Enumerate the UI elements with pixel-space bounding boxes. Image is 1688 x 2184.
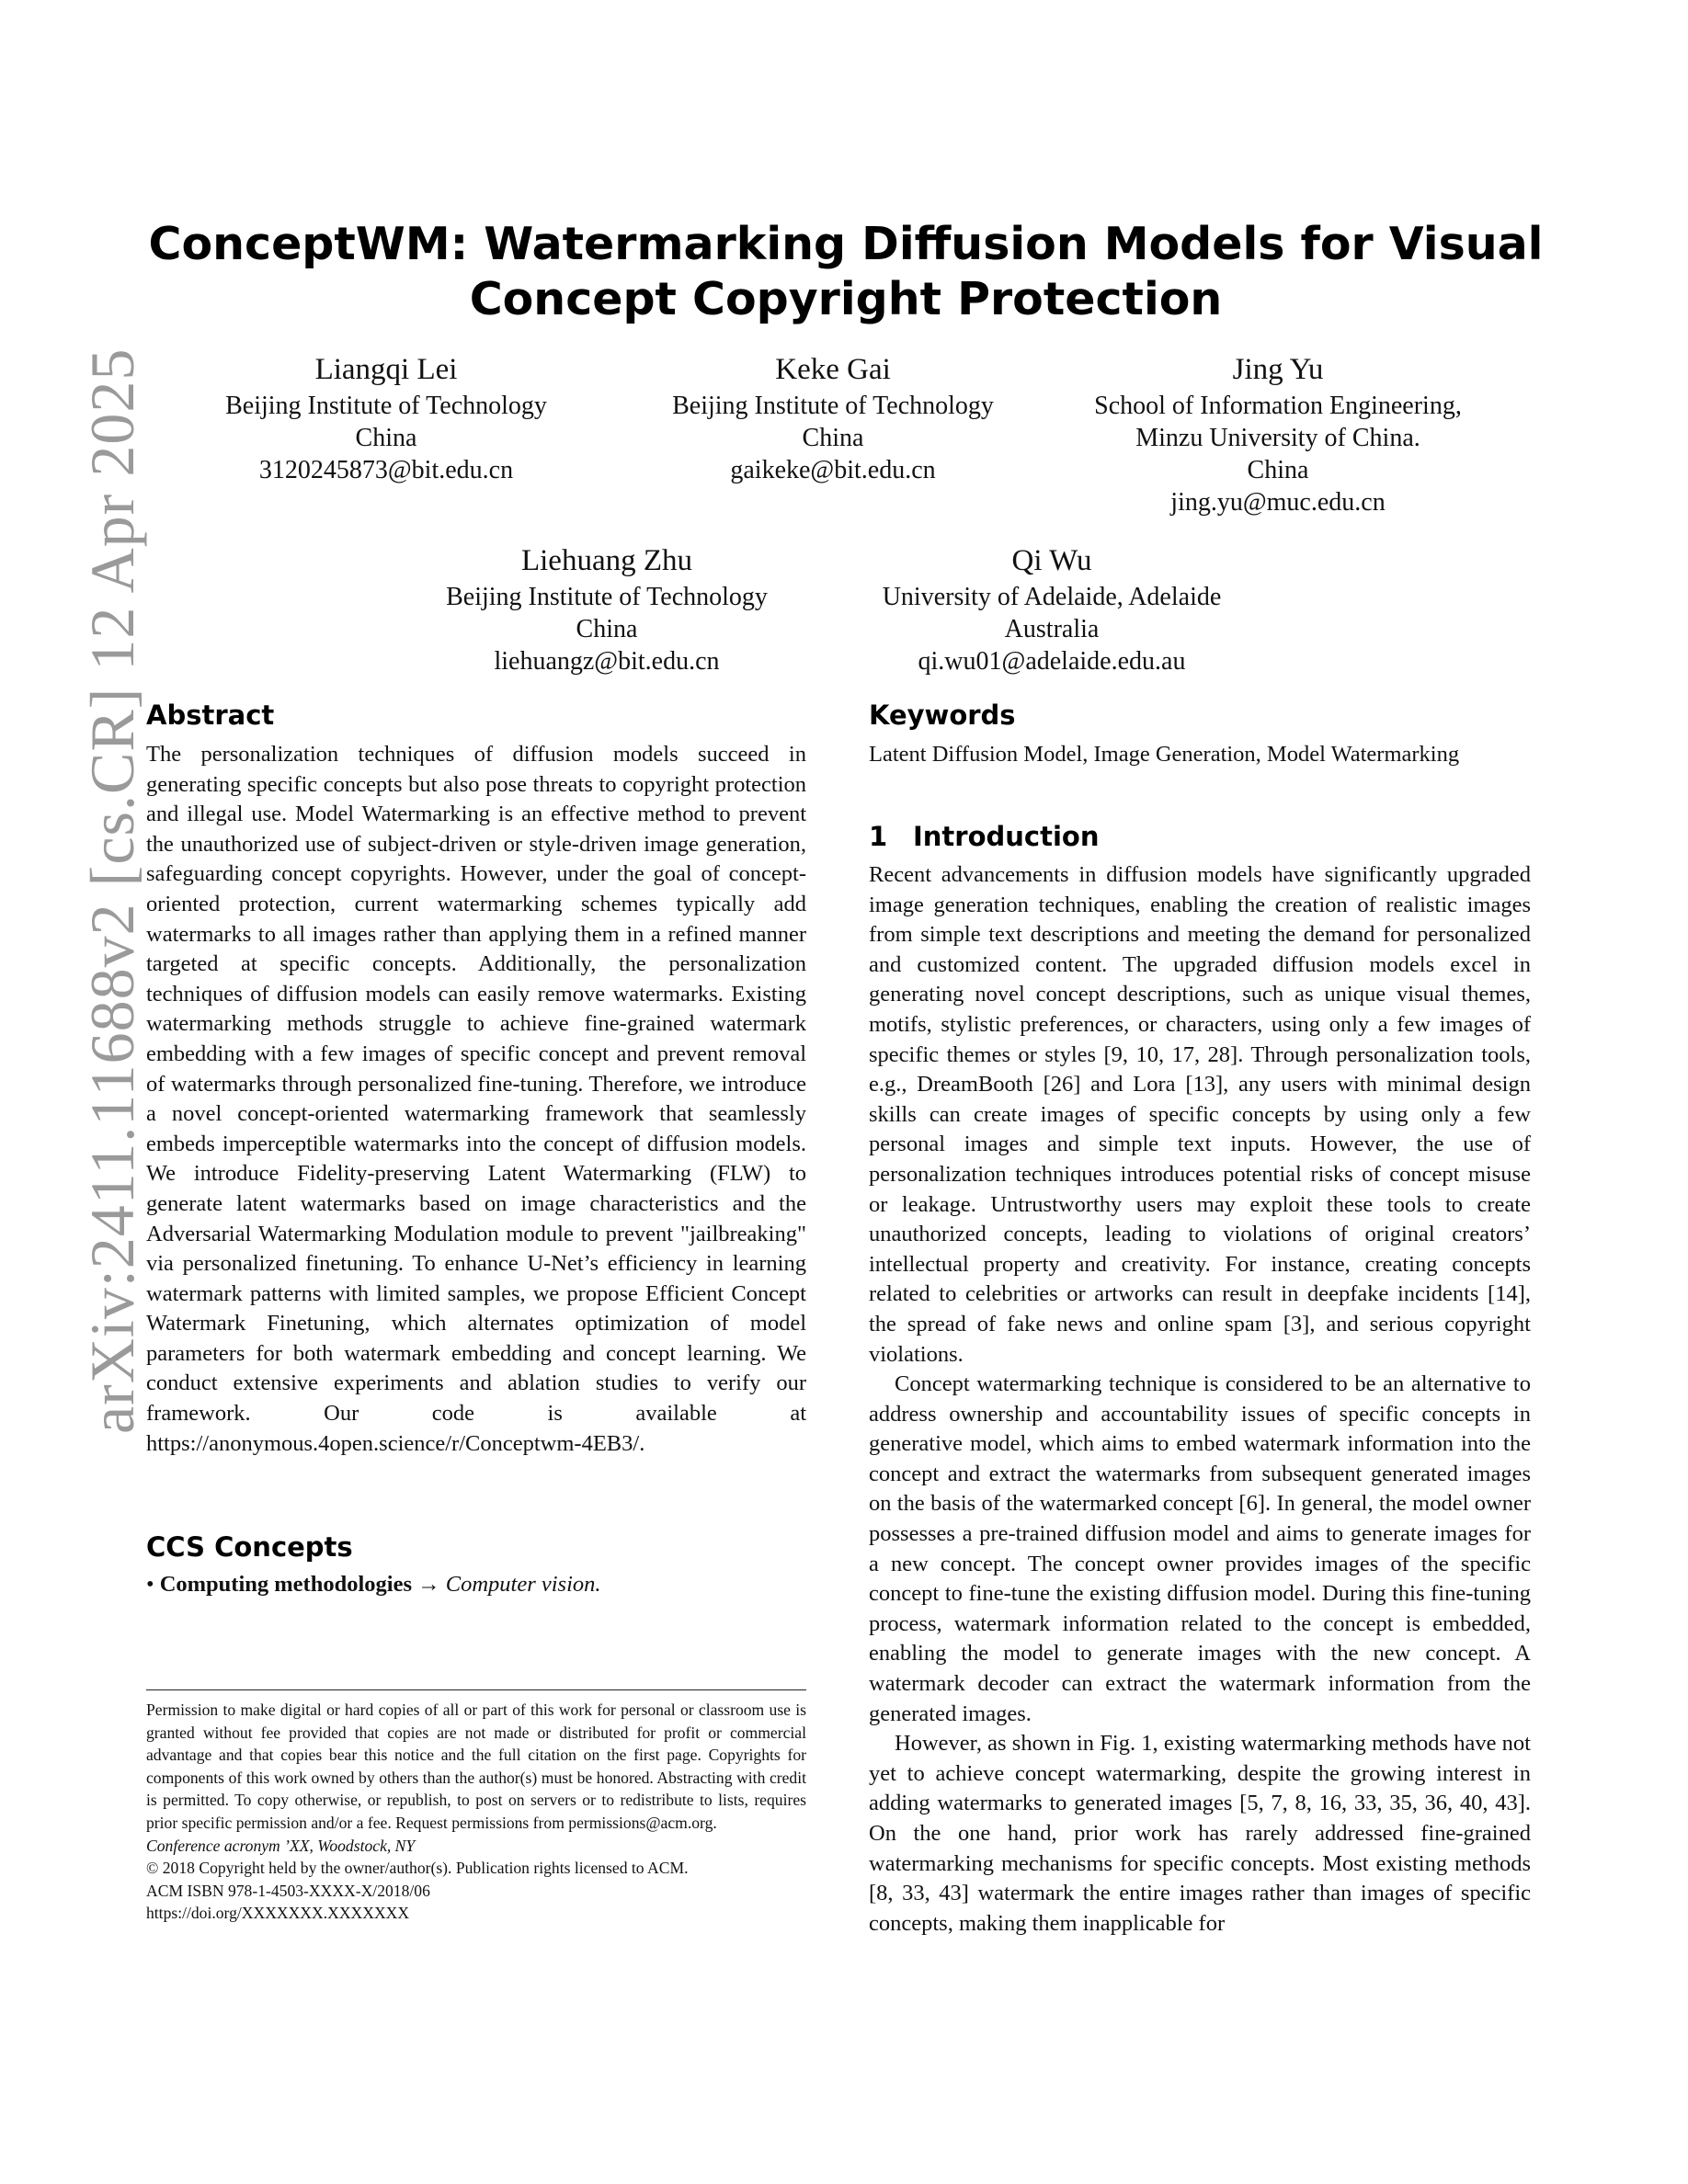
intro-paragraph: However, as shown in Fig. 1, existing watermarking methods have not yet to achieve concept watermarking, despite the growing interest in adding watermarks to generated images [5, 7, 8, 16, 33, 35, 36, 40, 43]. On the one hand, prior work has rarely addressed fine-grained watermarking mechanisms for specific concepts. Most existing methods [8, 33, 43] watermark the entire images rather than images of specific concepts, making them inapplicable for [869, 1731, 1531, 1936]
author-country: China [802, 424, 864, 452]
author-email[interactable]: gaikeke@bit.edu.cn [730, 456, 936, 484]
author-block [1085, 349, 1471, 518]
author-email[interactable]: jing.yu@muc.edu.cn [1170, 488, 1386, 517]
arxiv-identifier[interactable]: arXiv:2411.11688v2 [cs.CR] 12 Apr 2025 [77, 347, 147, 1434]
author-block [211, 349, 561, 486]
author-name: Qi Wu [1011, 544, 1092, 577]
author-country: China [576, 615, 638, 643]
author-block [658, 349, 1008, 486]
abstract-text: The personalization techniques of diffusion models succeed in generating specific concepts but also pose threats to copyright protection and illegal use. Model Watermarking is an effective method to prevent the unauthorized use of subject-driven or style-driven image generation, safeguarding concept copyrights. However, under the goal of concept-oriented protection, current watermarking schemes typically add watermarks to all images rather than applying them in a refined manner targeted at specific concepts. Additionally, the personalization techniques of diffusion models can easily remove watermarks. Existing watermarking methods struggle to achieve fine-grained watermark embedding with a few images of specific concept and prevent removal of watermarks through personalized fine-tuning. Therefore, we introduce a novel concept-oriented watermarking framework that seamlessly embeds imperceptible watermarks into the concept of diffusion models. We introduce Fidelity-preserving Latent Watermarking (FLW) to generate latent watermarks based on image characteristics and the Adversarial Watermarking Modulation module to prevent "jailbreaking" via personalized finetuning. To enhance U-Net’s efficiency in learning watermark patterns with limited samples, we propose Efficient Concept Watermark Finetuning, which alternates optimization of model parameters for both watermark embedding and concept learning. We conduct extensive experiments and ablation studies to verify our framework. Our code is available at https://anonymous.4open.science/r/Conceptwm-4EB3/. [146, 742, 806, 1456]
doi-link[interactable]: https://doi.org/XXXXXXX.XXXXXXX [146, 1904, 410, 1923]
introduction-heading [869, 820, 1100, 853]
intro-paragraph: Recent advancements in diffusion models have significantly upgraded image generation techniques, enabling the creation of realistic images from simple text descriptions and meeting the demand for personalized and customized content. The upgraded diffusion models excel in generating novel concept descriptions, such as unique visual themes, motifs, stylistic preferences, or characters, using only a few images of specific themes or styles [9, 10, 17, 28]. Through personalization tools, e.g., DreamBooth [26] and Lora [13], any users with minimal design skills can create images of specific concepts by using only a few personal images and simple text inputs. However, the use of personalization techniques introduces potential risks of concept misuse or leakage. Untrustworthy users may exploit these tools to create unauthorized concepts, leading to violations of original creators’ intellectual property and creativity. For instance, creating concepts related to celebrities or artworks can result in deepfake incidents [14], the spread of fake news and online spam [3], and serious copyright violations. [869, 862, 1531, 1367]
author-affiliation: Minzu University of China. [1135, 424, 1420, 452]
author-email[interactable]: 3120245873@bit.edu.cn [258, 456, 514, 484]
isbn-line: ACM ISBN 978-1-4503-XXXX-X/2018/06 [146, 1881, 430, 1900]
author-country: China [1247, 456, 1309, 484]
section-title: Introduction [913, 821, 1100, 852]
ccs-bullet: • [146, 1572, 154, 1597]
keywords-text: Latent Diffusion Model, Image Generation, Model Watermarking [869, 742, 1460, 767]
author-block [868, 540, 1236, 677]
ccs-term: Computing methodologies [159, 1572, 412, 1597]
author-affiliation: School of Information Engineering, [1094, 392, 1462, 420]
author-country: China [355, 424, 417, 452]
author-name: Liehuang Zhu [520, 544, 693, 577]
author-name: Liangqi Lei [314, 353, 458, 386]
ccs-heading: CCS Concepts [146, 1531, 353, 1563]
permission-notice: Permission to make digital or hard copies of all or part of this work for personal or classroom use is granted without fee provided that copies are not made or distributed for profit or commercial advantage and that copies bear this notice and the full citation on the first page. Copyrights for components of this work owned by others than the author(s) must be honored. Abstracting with credit is permitted. To copy otherwise, or republish, to post on servers or to redistribute to lists, requires prior specific permission and/or a fee. Request permissions from permissions@acm.org. [146, 1701, 806, 1832]
author-email[interactable]: liehuangz@bit.edu.cn [494, 647, 720, 676]
introduction-body [869, 860, 1531, 1939]
author-block [432, 540, 781, 677]
keywords-heading: Keywords [869, 700, 1016, 731]
author-name: Keke Gai [775, 353, 891, 386]
ccs-subterm: Computer vision. [445, 1572, 601, 1597]
footnote-divider [146, 1689, 806, 1690]
author-affiliation: Beijing Institute of Technology [446, 583, 768, 611]
paper-title: ConceptWM: Watermarking Diffusion Models for Visual Concept Copyright Protection [148, 218, 1544, 325]
conference-venue: Conference acronym ’XX, Woodstock, NY [146, 1836, 416, 1855]
section-number: 1 [869, 821, 888, 852]
copyright-footnote [146, 1699, 806, 1925]
ccs-concept [146, 1570, 601, 1599]
author-email[interactable]: qi.wu01@adelaide.edu.au [918, 647, 1186, 676]
abstract-heading: Abstract [146, 700, 275, 731]
author-affiliation: Beijing Institute of Technology [672, 392, 994, 420]
ccs-arrow: → [417, 1572, 440, 1597]
author-country: Australia [1004, 615, 1100, 643]
author-affiliation: University of Adelaide, Adelaide [882, 583, 1222, 611]
copyright-line: © 2018 Copyright held by the owner/author(s). Publication rights licensed to ACM. [146, 1859, 689, 1878]
author-affiliation: Beijing Institute of Technology [225, 392, 547, 420]
author-name: Jing Yu [1232, 353, 1324, 386]
intro-paragraph: Concept watermarking technique is considered to be an alternative to address ownership and accountability issues of specific concepts in generative model, which aims to embed watermark information into the concept and extract the watermarks from subsequent generated images on the basis of the watermarked concept [6]. In general, the model owner possesses a pre-trained diffusion model and aims to generate images for a new concept. The concept owner provides images of the specific concept to fine-tune the existing diffusion model. During this fine-tuning process, watermark information related to the concept is embedded, enabling the model to generate images with the new concept. A watermark decoder can extract the watermark information from the generated images. [869, 1371, 1531, 1726]
